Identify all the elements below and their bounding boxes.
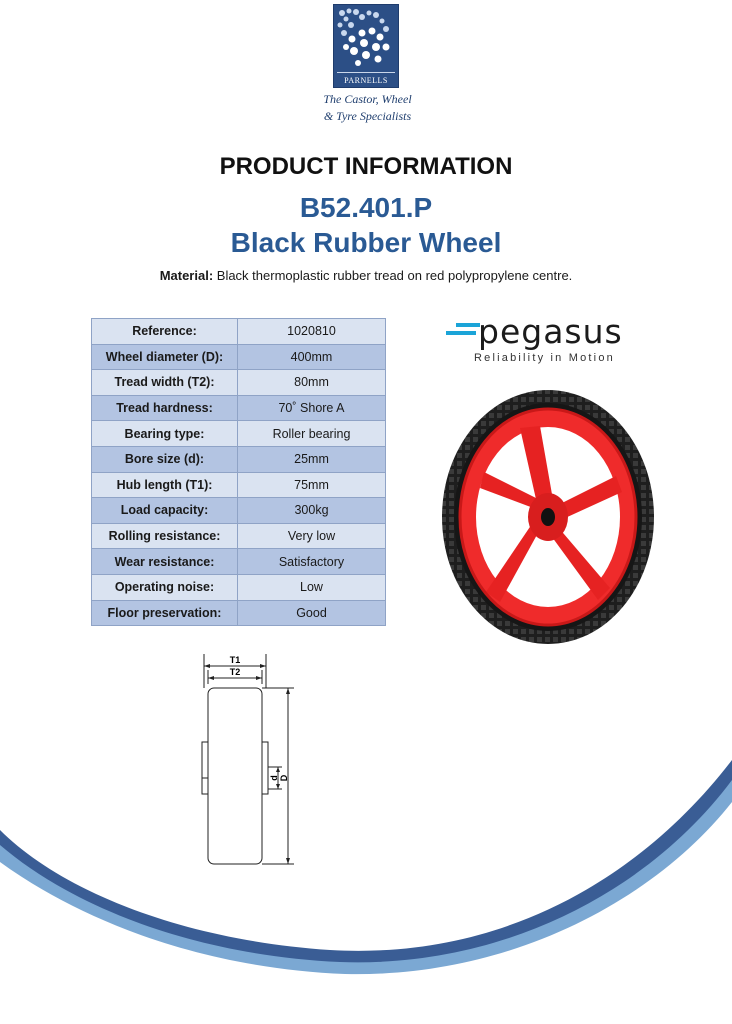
bore-label: d [269, 775, 279, 781]
table-row [92, 344, 386, 370]
logo-tagline-line2: & Tyre Specialists [323, 109, 412, 123]
page-title: PRODUCT INFORMATION [219, 153, 513, 180]
spec-value: 80mm [238, 370, 386, 396]
material-text: Black thermoplastic rubber tread on red polypropylene centre. [213, 268, 573, 283]
spec-label: Floor preservation: [92, 600, 238, 626]
table-row [92, 395, 386, 421]
table-row [92, 600, 386, 626]
spec-value: 1020810 [238, 319, 386, 345]
product-name: Black Rubber Wheel [230, 227, 502, 258]
product-code: B52.401.P [299, 192, 433, 223]
castor-dots-logo-icon [334, 5, 398, 71]
spec-label: Bore size (d): [92, 446, 238, 472]
table-row [92, 472, 386, 498]
brand-dash-icon [456, 323, 480, 327]
table-row [92, 421, 386, 447]
spec-label: Reference: [92, 319, 238, 345]
table-row [92, 574, 386, 600]
spec-label: Tread hardness: [92, 395, 238, 421]
spec-value: Very low [238, 523, 386, 549]
spec-label: Wear resistance: [92, 549, 238, 575]
spec-value: 300kg [238, 498, 386, 524]
brand-tagline: Reliability in Motion [474, 352, 615, 364]
t1-label: T1 [229, 655, 241, 665]
spec-value: 75mm [238, 472, 386, 498]
brand-dash-icon [446, 331, 476, 335]
wheel-image [440, 388, 656, 646]
spec-value: Roller bearing [238, 421, 386, 447]
pegasus-logo [446, 312, 626, 368]
spec-label: Wheel diameter (D): [92, 344, 238, 370]
spec-value: 400mm [238, 344, 386, 370]
logo-divider [337, 72, 395, 73]
material-label: Material: [159, 268, 214, 283]
table-row [92, 549, 386, 575]
parnells-logo [333, 4, 399, 88]
table-row [92, 498, 386, 524]
t2-label: T2 [229, 667, 241, 677]
spec-label: Operating noise: [92, 574, 238, 600]
spec-label: Bearing type: [92, 421, 238, 447]
spec-value: 70˚ Shore A [238, 395, 386, 421]
logo-tagline-line1: The Castor, Wheel [323, 92, 412, 106]
specs-table [91, 318, 386, 626]
diameter-label: D [279, 774, 289, 782]
footer-swoosh [0, 740, 732, 1024]
material-line [0, 268, 732, 283]
table-row [92, 523, 386, 549]
brand-name: pegasus [478, 312, 623, 351]
logo-wordmark: PARNELLS [344, 76, 388, 85]
spec-value: 25mm [238, 446, 386, 472]
spec-label: Hub length (T1): [92, 472, 238, 498]
table-row [92, 446, 386, 472]
spec-label: Tread width (T2): [92, 370, 238, 396]
spec-value: Satisfactory [238, 549, 386, 575]
spec-label: Load capacity: [92, 498, 238, 524]
spec-value: Low [238, 574, 386, 600]
spec-value: Good [238, 600, 386, 626]
table-row [92, 370, 386, 396]
wheel-bore [541, 508, 555, 526]
table-row [92, 319, 386, 345]
spec-label: Rolling resistance: [92, 523, 238, 549]
